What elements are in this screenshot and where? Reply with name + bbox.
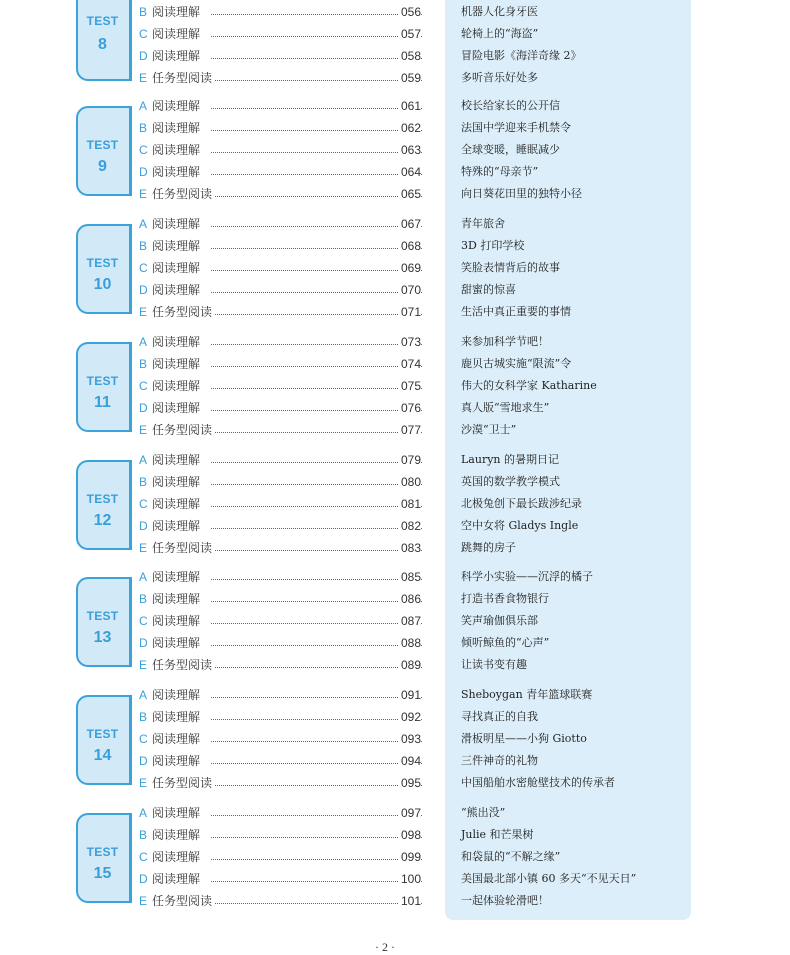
entry-type-label: 阅读理解 xyxy=(152,142,201,157)
entry-title[interactable]: Sheboygan 青年篮球联赛 xyxy=(461,688,593,701)
entry-letter: B xyxy=(139,591,148,606)
entry-page-number: 062 xyxy=(399,118,421,138)
entry-page-number: 091 xyxy=(399,685,421,705)
toc-entry[interactable] xyxy=(139,825,439,845)
entry-type-label: 阅读理解 xyxy=(152,5,201,19)
entry-letter: D xyxy=(139,400,148,415)
entry-letter: A xyxy=(139,570,148,584)
test-badge xyxy=(76,0,129,81)
entry-page-number: 074 xyxy=(399,354,421,374)
entry-page-number: 056 xyxy=(399,2,421,22)
entry-page-number: 077 xyxy=(399,420,421,440)
entry-letter: A xyxy=(139,806,148,820)
toc-entry[interactable] xyxy=(139,589,439,609)
toc-entry[interactable] xyxy=(139,707,439,727)
test-badge xyxy=(76,224,129,314)
entry-page-number: 069 xyxy=(399,258,421,278)
entry-letter: D xyxy=(139,282,148,297)
entry-title[interactable]: 鹿贝古城实施“限流”令 xyxy=(461,356,572,370)
entry-page-number: 087 xyxy=(399,611,421,631)
entry-letter: A xyxy=(139,453,148,467)
entry-type-label: 阅读理解 xyxy=(152,26,201,41)
entry-title[interactable]: 让读书变有趣 xyxy=(461,657,527,671)
test-badge xyxy=(76,460,129,550)
dot-leader xyxy=(211,108,422,109)
toc-entry[interactable] xyxy=(139,162,439,182)
entry-title[interactable]: 三件神奇的礼物 xyxy=(461,753,538,767)
entry-page-number: 086 xyxy=(399,589,421,609)
test-badge-word: TEST xyxy=(86,256,119,270)
toc-entry[interactable] xyxy=(139,773,439,793)
test-badge-word: TEST xyxy=(86,14,119,28)
entry-page-number: 059 xyxy=(399,68,421,88)
dot-leader xyxy=(211,881,422,882)
entry-page-number: 067 xyxy=(399,214,421,234)
toc-entry[interactable] xyxy=(139,847,439,867)
test-badge-number: 12 xyxy=(93,512,112,529)
entry-page-number: 082 xyxy=(399,516,421,536)
entry-type-label: 阅读理解 xyxy=(152,635,201,650)
toc-entry[interactable] xyxy=(139,633,439,653)
toc-entry[interactable] xyxy=(139,96,439,116)
entry-type-label: 阅读理解 xyxy=(152,496,201,511)
entry-letter: B xyxy=(139,120,148,135)
entry-title[interactable]: 英国的数学教学模式 xyxy=(461,474,560,488)
entry-title[interactable]: 寻找真正的自我 xyxy=(461,709,538,723)
entry-letter: B xyxy=(139,474,148,489)
entry-page-number: 079 xyxy=(399,450,421,470)
entry-page-number: 081 xyxy=(399,494,421,514)
dot-leader xyxy=(211,697,422,698)
toc-entry[interactable] xyxy=(139,891,439,911)
entry-letter: B xyxy=(139,5,148,19)
dot-leader xyxy=(211,344,422,345)
dot-leader xyxy=(211,292,422,293)
entry-title[interactable]: 特殊的“母亲节” xyxy=(461,164,539,178)
dot-leader xyxy=(211,763,422,764)
dot-leader xyxy=(211,36,422,37)
dot-leader xyxy=(211,815,422,816)
dot-leader xyxy=(211,579,422,580)
entry-letter: C xyxy=(139,731,148,746)
dot-leader xyxy=(211,528,422,529)
dot-leader xyxy=(211,837,422,838)
entry-letter: C xyxy=(139,849,148,864)
toc-entry[interactable] xyxy=(139,332,439,352)
toc-entry[interactable] xyxy=(139,803,439,823)
entry-title[interactable]: 来参加科学节吧！ xyxy=(461,335,549,348)
entry-letter: A xyxy=(139,335,148,349)
dot-leader xyxy=(211,484,422,485)
entry-type-label: 阅读理解 xyxy=(152,806,201,820)
entry-title[interactable]: 机器人化身牙医 xyxy=(461,5,538,18)
entry-type-label: 阅读理解 xyxy=(152,613,201,628)
dot-leader xyxy=(215,550,422,551)
entry-letter: C xyxy=(139,260,148,275)
entry-type-label: 阅读理解 xyxy=(152,164,201,179)
test-badge-word: TEST xyxy=(86,374,119,388)
test-badge-number: 10 xyxy=(93,276,112,293)
toc-entry[interactable] xyxy=(139,258,439,278)
entry-title[interactable]: 伟大的女科学家 Katharine xyxy=(461,378,597,392)
entry-page-number: 061 xyxy=(399,96,421,116)
entry-type-label: 阅读理解 xyxy=(152,400,201,415)
toc-entry[interactable] xyxy=(139,46,439,66)
entry-page-number: 101 xyxy=(399,891,421,911)
entry-title[interactable]: 多听音乐好处多 xyxy=(461,70,538,84)
toc-entry[interactable] xyxy=(139,280,439,300)
entry-type-label: 阅读理解 xyxy=(152,591,201,606)
test-badge xyxy=(76,695,129,785)
entry-page-number: 075 xyxy=(399,376,421,396)
toc-entry[interactable] xyxy=(139,302,439,322)
entry-type-label: 阅读理解 xyxy=(152,518,201,533)
entry-page-number: 068 xyxy=(399,236,421,256)
toc-entry[interactable] xyxy=(139,2,439,22)
test-badge-word: TEST xyxy=(86,492,119,506)
entry-letter: E xyxy=(139,304,148,319)
dot-leader xyxy=(211,623,422,624)
entry-type-label: 阅读理解 xyxy=(152,378,201,393)
entry-type-label: 阅读理解 xyxy=(152,217,201,231)
toc-entry[interactable] xyxy=(139,567,439,587)
dot-leader xyxy=(211,859,422,860)
entry-letter: E xyxy=(139,657,148,672)
toc-entry[interactable] xyxy=(139,611,439,631)
entry-type-label: 阅读理解 xyxy=(152,356,201,371)
dot-leader xyxy=(215,903,422,904)
entry-letter: D xyxy=(139,871,148,886)
entry-title[interactable]: 笑脸表情背后的故事 xyxy=(461,260,560,274)
entry-letter: D xyxy=(139,48,148,63)
entry-type-label: 阅读理解 xyxy=(152,709,201,724)
entry-page-number: 093 xyxy=(399,729,421,749)
dot-leader xyxy=(211,410,422,411)
dot-leader xyxy=(211,58,422,59)
dot-leader xyxy=(211,366,422,367)
entry-letter: E xyxy=(139,775,148,790)
entry-title[interactable]: 3D 打印学校 xyxy=(461,238,525,252)
entry-type-label: 阅读理解 xyxy=(152,871,201,886)
dot-leader xyxy=(215,667,422,668)
entry-page-number: 088 xyxy=(399,633,421,653)
entry-type-label: 阅读理解 xyxy=(152,282,201,297)
entry-type-label: 阅读理解 xyxy=(152,260,201,275)
entry-letter: B xyxy=(139,356,148,371)
dot-leader xyxy=(211,741,422,742)
dot-leader xyxy=(211,719,422,720)
entry-type-label: 阅读理解 xyxy=(152,474,201,489)
toc-entry[interactable] xyxy=(139,516,439,536)
toc-entry[interactable] xyxy=(139,472,439,492)
entry-letter: B xyxy=(139,238,148,253)
entry-type-label: 任务型阅读 xyxy=(152,304,213,319)
dot-leader xyxy=(215,196,422,197)
toc-entry[interactable] xyxy=(139,68,439,88)
toc-entry[interactable] xyxy=(139,450,439,470)
entry-title[interactable]: 北极兔创下最长跋涉纪录 xyxy=(461,496,582,510)
test-badge-word: TEST xyxy=(86,727,119,741)
toc-entry[interactable] xyxy=(139,729,439,749)
test-badge xyxy=(76,106,129,196)
entry-type-label: 阅读理解 xyxy=(152,849,201,864)
entry-title[interactable]: 跳舞的房子 xyxy=(461,540,516,554)
entry-title[interactable]: “熊出没” xyxy=(461,806,506,819)
entry-title[interactable]: Lauryn 的暑期日记 xyxy=(461,453,560,466)
dot-leader xyxy=(211,506,422,507)
entry-letter: E xyxy=(139,893,148,908)
test-badge-number: 13 xyxy=(93,629,112,646)
dot-leader xyxy=(215,314,422,315)
entry-page-number: 095 xyxy=(399,773,421,793)
entry-page-number: 071 xyxy=(399,302,421,322)
toc-entry[interactable] xyxy=(139,494,439,514)
entry-page-number: 092 xyxy=(399,707,421,727)
entry-type-label: 阅读理解 xyxy=(152,453,201,467)
entry-page-number: 063 xyxy=(399,140,421,160)
entry-page-number: 058 xyxy=(399,46,421,66)
entry-type-label: 任务型阅读 xyxy=(152,422,213,437)
dot-leader xyxy=(211,270,422,271)
entry-type-label: 任务型阅读 xyxy=(152,186,213,201)
dot-leader xyxy=(211,645,422,646)
entry-type-label: 阅读理解 xyxy=(152,731,201,746)
dot-leader xyxy=(211,601,422,602)
entry-page-number: 098 xyxy=(399,825,421,845)
entry-letter: B xyxy=(139,709,148,724)
dot-leader xyxy=(215,80,422,81)
test-badge-number: 8 xyxy=(98,36,107,53)
entry-type-label: 阅读理解 xyxy=(152,335,201,349)
entry-type-label: 阅读理解 xyxy=(152,99,201,113)
entry-page-number: 085 xyxy=(399,567,421,587)
entry-title[interactable]: 真人版“雪地求生” xyxy=(461,400,550,414)
test-badge-word: TEST xyxy=(86,845,119,859)
entry-title[interactable]: 轮椅上的“海盗” xyxy=(461,26,539,40)
toc-entry[interactable] xyxy=(139,140,439,160)
entry-letter: C xyxy=(139,378,148,393)
entry-page-number: 057 xyxy=(399,24,421,44)
toc-entry[interactable] xyxy=(139,236,439,256)
entry-letter: E xyxy=(139,186,148,201)
toc-entry[interactable] xyxy=(139,655,439,675)
entry-title[interactable]: 美国最北部小镇 60 多天“不见天日” xyxy=(461,871,637,885)
entry-title[interactable]: 一起体验轮滑吧！ xyxy=(461,893,549,907)
entry-title[interactable]: Julie 和芒果树 xyxy=(461,827,534,841)
test-badge xyxy=(76,813,129,903)
entry-title[interactable]: 中国船舶水密舱壁技术的传承者 xyxy=(461,775,615,789)
test-badge xyxy=(76,577,129,667)
entry-letter: A xyxy=(139,217,148,231)
entry-letter: C xyxy=(139,26,148,41)
dot-leader xyxy=(211,174,422,175)
entry-page-number: 080 xyxy=(399,472,421,492)
entry-type-label: 阅读理解 xyxy=(152,827,201,842)
entry-page-number: 094 xyxy=(399,751,421,771)
entry-type-label: 阅读理解 xyxy=(152,48,201,63)
dot-leader xyxy=(211,248,422,249)
entry-letter: C xyxy=(139,142,148,157)
entry-title[interactable]: 校长给家长的公开信 xyxy=(461,99,560,112)
test-badge xyxy=(76,342,129,432)
entry-page-number: 064 xyxy=(399,162,421,182)
entry-page-number: 076 xyxy=(399,398,421,418)
dot-leader xyxy=(211,152,422,153)
entry-page-number: 100 xyxy=(399,869,421,889)
toc-entry[interactable] xyxy=(139,354,439,374)
test-badge-number: 9 xyxy=(98,158,107,175)
entry-letter: E xyxy=(139,422,148,437)
toc-entry[interactable] xyxy=(139,376,439,396)
entry-title[interactable]: 和袋鼠的“不解之缘” xyxy=(461,849,561,863)
entry-type-label: 任务型阅读 xyxy=(152,540,213,555)
entry-title[interactable]: 全球变暖，睡眠减少 xyxy=(461,142,560,156)
entry-title[interactable]: 向日葵花田里的独特小径 xyxy=(461,186,582,200)
entry-letter: A xyxy=(139,99,148,113)
entry-title[interactable]: 科学小实验——沉浮的橘子 xyxy=(461,570,593,583)
entry-page-number: 099 xyxy=(399,847,421,867)
test-badge-number: 11 xyxy=(94,394,111,411)
entry-title[interactable]: 青年旅舍 xyxy=(461,217,505,230)
entry-type-label: 阅读理解 xyxy=(152,570,201,584)
test-badge-word: TEST xyxy=(86,138,119,152)
entry-type-label: 阅读理解 xyxy=(152,688,201,702)
entry-type-label: 任务型阅读 xyxy=(152,657,213,672)
entry-page-number: 073 xyxy=(399,332,421,352)
entry-letter: B xyxy=(139,827,148,842)
entry-letter: C xyxy=(139,496,148,511)
toc-entry[interactable] xyxy=(139,214,439,234)
test-badge-number: 14 xyxy=(93,747,112,764)
entry-title[interactable]: 笑声瑜伽俱乐部 xyxy=(461,613,538,627)
toc-entry[interactable] xyxy=(139,420,439,440)
page-number: · 2 · xyxy=(375,940,395,954)
entry-title[interactable]: 打造书香食物银行 xyxy=(461,591,549,605)
entry-letter: D xyxy=(139,518,148,533)
entry-page-number: 065 xyxy=(399,184,421,204)
entry-type-label: 阅读理解 xyxy=(152,238,201,253)
entry-title[interactable]: 冒险电影《海洋奇缘 2》 xyxy=(461,48,582,62)
dot-leader xyxy=(215,432,422,433)
entry-title[interactable]: 滑板明星——小狗 Giotto xyxy=(461,731,587,745)
dot-leader xyxy=(211,130,422,131)
entry-title[interactable]: 生活中真正重要的事情 xyxy=(461,304,571,318)
toc-entry[interactable] xyxy=(139,118,439,138)
entry-letter: E xyxy=(139,540,148,555)
entry-letter: D xyxy=(139,635,148,650)
toc-entry[interactable] xyxy=(139,538,439,558)
entry-letter: D xyxy=(139,753,148,768)
toc-entry[interactable] xyxy=(139,184,439,204)
toc-entry[interactable] xyxy=(139,398,439,418)
toc-entry[interactable] xyxy=(139,869,439,889)
dot-leader xyxy=(211,226,422,227)
dot-leader xyxy=(211,388,422,389)
toc-entry[interactable] xyxy=(139,685,439,705)
dot-leader xyxy=(215,785,422,786)
entry-page-number: 089 xyxy=(399,655,421,675)
entry-page-number: 097 xyxy=(399,803,421,823)
entry-letter: C xyxy=(139,613,148,628)
test-badge-word: TEST xyxy=(86,609,119,623)
toc-entry[interactable] xyxy=(139,24,439,44)
dot-leader xyxy=(211,462,422,463)
entry-type-label: 阅读理解 xyxy=(152,753,201,768)
entry-title[interactable]: 倾听鲸鱼的“心声” xyxy=(461,635,550,649)
entry-page-number: 070 xyxy=(399,280,421,300)
entry-title[interactable]: 沙漠“卫士” xyxy=(461,422,517,436)
entry-title[interactable]: 甜蜜的惊喜 xyxy=(461,282,516,296)
test-badge-number: 15 xyxy=(93,865,112,882)
entry-title[interactable]: 法国中学迎来手机禁令 xyxy=(461,120,571,134)
entry-type-label: 任务型阅读 xyxy=(152,775,213,790)
entry-letter: D xyxy=(139,164,148,179)
entry-letter: A xyxy=(139,688,148,702)
entry-type-label: 阅读理解 xyxy=(152,120,201,135)
entry-page-number: 083 xyxy=(399,538,421,558)
entry-type-label: 任务型阅读 xyxy=(152,70,213,85)
entry-type-label: 任务型阅读 xyxy=(152,893,213,908)
dot-leader xyxy=(211,14,422,15)
entry-letter: E xyxy=(139,70,148,85)
entry-title[interactable]: 空中女将 Gladys Ingle xyxy=(461,518,579,532)
toc-entry[interactable] xyxy=(139,751,439,771)
